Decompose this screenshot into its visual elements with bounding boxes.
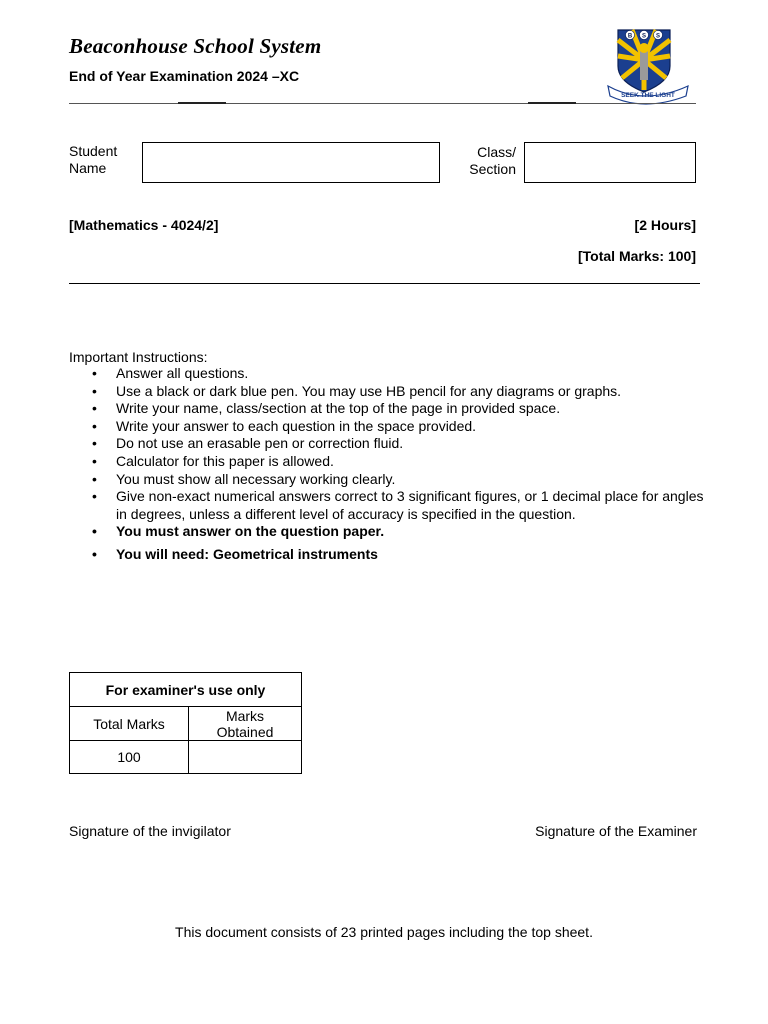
list-item: • Write your answer to each question in the space provided. — [69, 418, 709, 436]
list-item: • Write your name, class/section at the top of the page in provided space. — [69, 400, 709, 418]
header-divider-accent — [528, 102, 576, 104]
subject-code: [Mathematics - 4024/2] — [69, 217, 219, 233]
examiner-table-title: For examiner's use only — [70, 673, 302, 707]
student-name-field[interactable] — [142, 142, 440, 183]
section-divider — [69, 283, 700, 284]
invigilator-signature: Signature of the invigilator — [69, 823, 231, 839]
header-divider-accent — [178, 102, 226, 104]
list-item: • Do not use an erasable pen or correction fluid. — [69, 435, 709, 453]
list-item: • Calculator for this paper is allowed. — [69, 453, 709, 471]
student-name-label: Student Name — [69, 143, 118, 176]
list-item: • You must show all necessary working clearly. — [69, 471, 709, 489]
duration: [2 Hours] — [634, 217, 696, 233]
marks-obtained-header: Marks Obtained — [189, 707, 302, 741]
school-crest-logo — [600, 26, 696, 106]
examiner-signature: Signature of the Examiner — [535, 823, 697, 839]
examiner-use-table — [69, 672, 302, 774]
total-marks: [Total Marks: 100] — [578, 248, 696, 264]
total-marks-value: 100 — [70, 741, 189, 774]
list-item: • You will need: Geometrical instruments — [69, 546, 709, 564]
header-divider — [69, 103, 696, 104]
marks-obtained-cell[interactable] — [189, 741, 302, 774]
instructions-title: Important Instructions: — [69, 349, 208, 365]
class-section-field[interactable] — [524, 142, 696, 183]
page-count-note: This document consists of 23 printed pages including the top sheet. — [175, 924, 593, 940]
logo-motto: SEEK THE LIGHT — [621, 92, 675, 99]
list-item: • Use a black or dark blue pen. You may use HB pencil for any diagrams or graphs. — [69, 383, 709, 401]
logo-letter: S — [641, 33, 647, 40]
total-marks-header: Total Marks — [70, 707, 189, 741]
instructions-list — [69, 365, 709, 564]
list-item: • You must answer on the question paper. — [69, 523, 709, 541]
list-item: • Give non-exact numerical answers correct to 3 significant figures, or 1 decimal place for angles in degrees, unless a different level of accuracy is specified in the question. — [69, 488, 709, 523]
logo-letter: B — [627, 33, 633, 40]
school-name: Beaconhouse School System — [69, 34, 322, 58]
class-section-label: Class/ Section — [469, 144, 516, 177]
exam-title: End of Year Examination 2024 –XC — [69, 68, 300, 84]
logo-letter: S — [655, 33, 661, 40]
list-item: • Answer all questions. — [69, 365, 709, 383]
